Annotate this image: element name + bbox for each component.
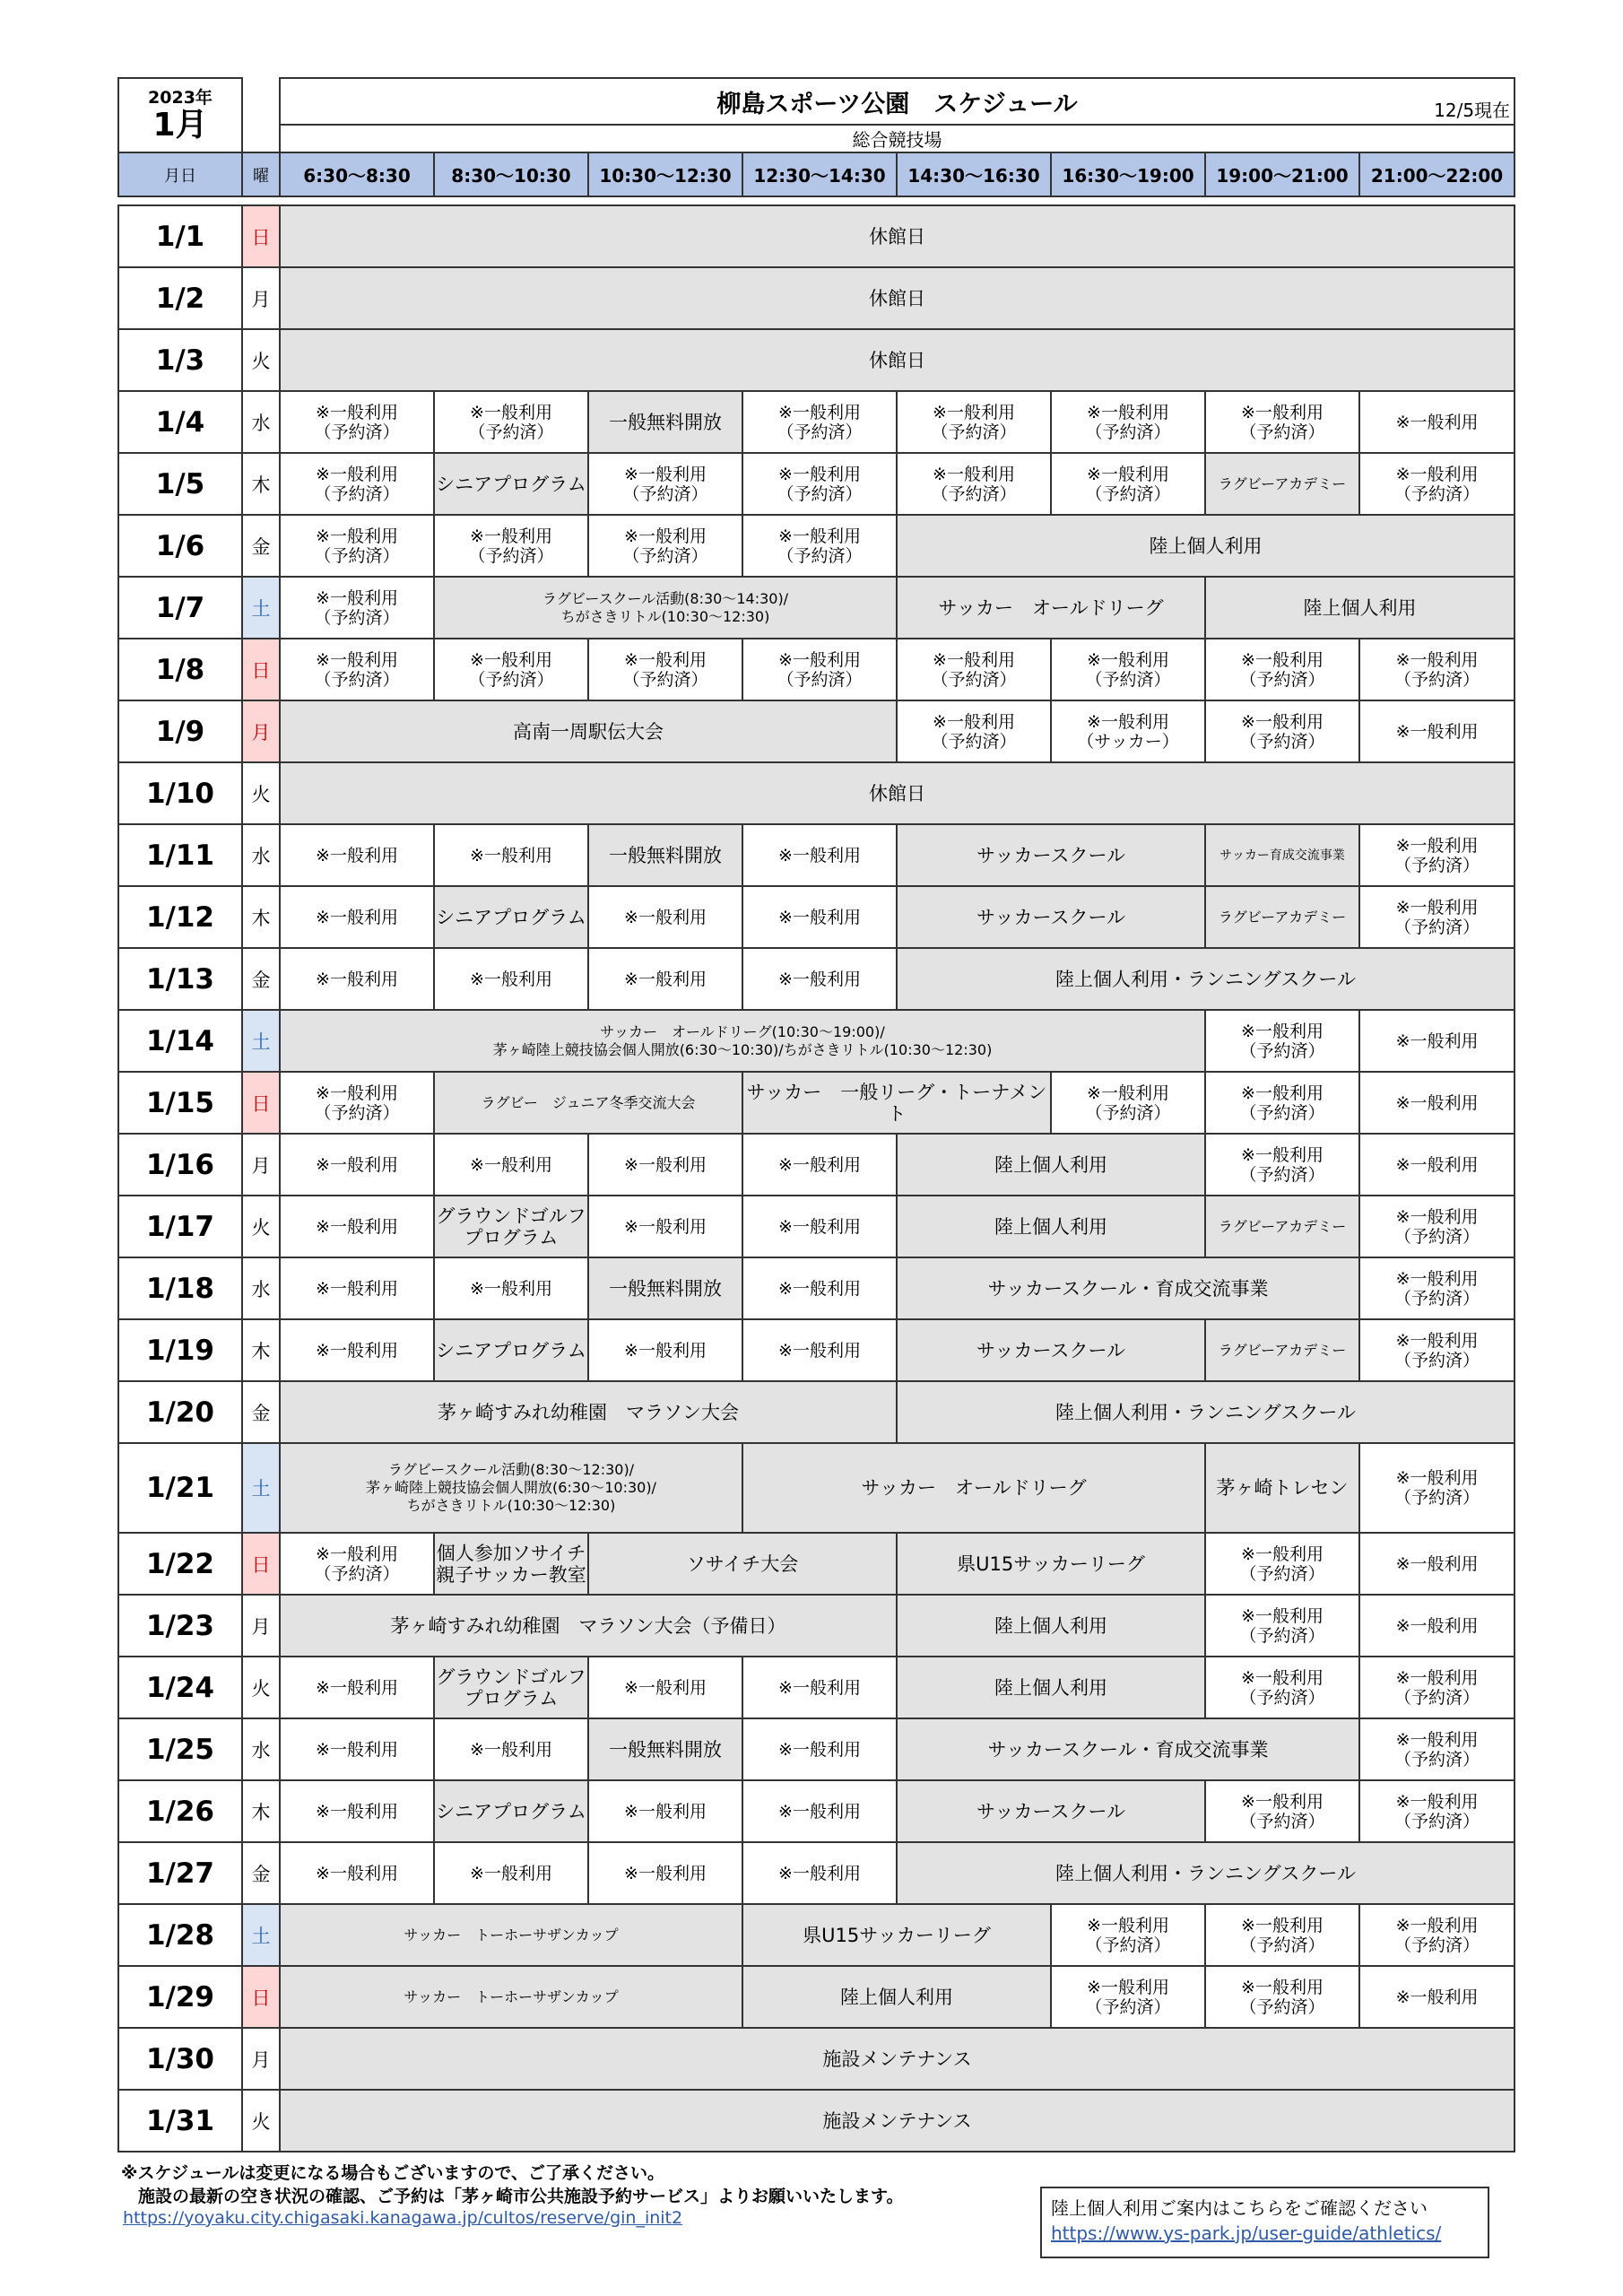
schedule-row	[118, 1196, 1515, 1257]
schedule-cell: サッカー トーホーサザンカップ	[280, 1904, 742, 1966]
row-day-of-week: 火	[242, 2090, 280, 2152]
schedule-row	[118, 2090, 1515, 2152]
column-header-slot: 8:30～10:30	[434, 152, 588, 196]
schedule-cell: ※一般利用	[588, 886, 742, 948]
schedule-cell: 陸上個人利用	[897, 1595, 1205, 1657]
row-day-of-week: 月	[242, 700, 280, 762]
schedule-cell: ※一般利用 （予約済）	[588, 515, 742, 577]
schedule-cell: 一般無料開放	[588, 1257, 742, 1319]
row-date: 1/11	[118, 824, 242, 886]
schedule-cell: ※一般利用 （予約済）	[1205, 1966, 1359, 2028]
schedule-row	[118, 1904, 1515, 1966]
row-date: 1/7	[118, 577, 242, 639]
schedule-cell: ※一般利用 （予約済）	[1359, 886, 1515, 948]
schedule-row	[118, 1657, 1515, 1718]
schedule-cell: ※一般利用	[280, 1718, 434, 1780]
schedule-row	[118, 886, 1515, 948]
row-day-of-week: 日	[242, 205, 280, 267]
schedule-row	[118, 1718, 1515, 1780]
row-day-of-week: 金	[242, 948, 280, 1010]
schedule-cell: ※一般利用	[280, 1196, 434, 1257]
row-day-of-week: 木	[242, 453, 280, 515]
row-day-of-week: 日	[242, 1966, 280, 2028]
row-date: 1/12	[118, 886, 242, 948]
schedule-cell: 陸上個人利用	[742, 1966, 1051, 2028]
schedule-cell: 陸上個人利用	[897, 1134, 1205, 1196]
column-header-slot: 16:30～19:00	[1051, 152, 1205, 196]
schedule-cell: ※一般利用	[588, 1657, 742, 1718]
row-date: 1/28	[118, 1904, 242, 1966]
row-day-of-week: 土	[242, 1904, 280, 1966]
schedule-cell: ※一般利用	[434, 1134, 588, 1196]
schedule-cell: ※一般利用	[434, 824, 588, 886]
schedule-cell: 陸上個人利用	[897, 1196, 1205, 1257]
schedule-row	[118, 1966, 1515, 2028]
schedule-cell: 一般無料開放	[588, 391, 742, 453]
schedule-cell: ※一般利用	[280, 1319, 434, 1381]
schedule-cell: 茅ヶ崎すみれ幼稚園 マラソン大会	[280, 1381, 897, 1443]
row-day-of-week: 木	[242, 1780, 280, 1842]
schedule-cell: 陸上個人利用	[897, 515, 1515, 577]
schedule-cell: 休館日	[280, 762, 1515, 824]
schedule-cell: ※一般利用 （予約済）	[1359, 1657, 1515, 1718]
schedule-cell: ※一般利用	[742, 1257, 897, 1319]
row-day-of-week: 土	[242, 1443, 280, 1533]
schedule-cell: ※一般利用 （予約済）	[280, 1533, 434, 1595]
schedule-cell: ※一般利用	[742, 948, 897, 1010]
row-day-of-week: 水	[242, 391, 280, 453]
row-day-of-week: 水	[242, 1718, 280, 1780]
schedule-row	[118, 1134, 1515, 1196]
schedule-cell: ※一般利用 （予約済）	[1359, 1443, 1515, 1533]
schedule-cell: ※一般利用	[742, 1657, 897, 1718]
schedule-cell: ※一般利用 （予約済）	[280, 515, 434, 577]
schedule-cell: ラグビースクール活動(8:30～12:30)/ 茅ヶ崎陸上競技協会個人開放(6:30～10:30)/ ちがさきリトル(10:30～12:30)	[280, 1443, 742, 1533]
schedule-cell: ※一般利用 （予約済）	[897, 639, 1051, 700]
schedule-cell: ※一般利用	[588, 1134, 742, 1196]
schedule-cell: ※一般利用	[742, 1842, 897, 1904]
schedule-cell: 茅ヶ崎すみれ幼稚園 マラソン大会（予備日）	[280, 1595, 897, 1657]
schedule-cell: サッカースクール	[897, 886, 1205, 948]
schedule-cell: 陸上個人利用・ランニングスクール	[897, 1842, 1515, 1904]
schedule-cell: ※一般利用 （予約済）	[280, 391, 434, 453]
schedule-cell: ※一般利用 （予約済）	[280, 639, 434, 700]
schedule-row	[118, 639, 1515, 700]
schedule-cell: サッカースクール	[897, 1319, 1205, 1381]
schedule-cell: ※一般利用 （予約済）	[897, 453, 1051, 515]
schedule-cell: ※一般利用 （予約済）	[1205, 1904, 1359, 1966]
schedule-cell: ※一般利用 （予約済）	[1205, 700, 1359, 762]
schedule-cell: ※一般利用 （予約済）	[280, 577, 434, 639]
column-header-slot: 6:30～8:30	[280, 152, 434, 196]
row-date: 1/20	[118, 1381, 242, 1443]
schedule-cell: サッカースクール・育成交流事業	[897, 1257, 1359, 1319]
schedule-row	[118, 205, 1515, 267]
schedule-cell: ※一般利用 （予約済）	[1051, 639, 1205, 700]
schedule-row	[118, 577, 1515, 639]
schedule-cell: ※一般利用	[742, 1780, 897, 1842]
schedule-cell: ※一般利用 （予約済）	[742, 391, 897, 453]
schedule-cell: ※一般利用 （予約済）	[1051, 1904, 1205, 1966]
schedule-cell: ※一般利用	[588, 1780, 742, 1842]
row-date: 1/15	[118, 1072, 242, 1134]
schedule-cell: サッカー オールドリーグ	[742, 1443, 1205, 1533]
schedule-cell: ※一般利用	[742, 1196, 897, 1257]
schedule-sheet	[117, 77, 1514, 2152]
schedule-cell: サッカー オールドリーグ	[897, 577, 1205, 639]
schedule-cell: ※一般利用 （予約済）	[742, 515, 897, 577]
schedule-row	[118, 1072, 1515, 1134]
schedule-cell: サッカー育成交流事業	[1205, 824, 1359, 886]
row-date: 1/30	[118, 2028, 242, 2090]
schedule-cell: 一般無料開放	[588, 824, 742, 886]
schedule-cell: ※一般利用	[742, 886, 897, 948]
schedule-cell: 休館日	[280, 205, 1515, 267]
schedule-row	[118, 1842, 1515, 1904]
reservation-link[interactable]: https://yoyaku.city.chigasaki.kanagawa.jp/cultos/reserve/gin_init2	[123, 2208, 683, 2228]
row-date: 1/13	[118, 948, 242, 1010]
schedule-row	[118, 1780, 1515, 1842]
schedule-row	[118, 453, 1515, 515]
row-day-of-week: 月	[242, 267, 280, 329]
row-day-of-week: 金	[242, 515, 280, 577]
page-title: 柳島スポーツ公園 スケジュール	[716, 90, 1078, 118]
schedule-row	[118, 1595, 1515, 1657]
schedule-cell: ※一般利用	[434, 1842, 588, 1904]
schedule-cell: ※一般利用 （予約済）	[1205, 1595, 1359, 1657]
schedule-cell: ※一般利用	[280, 1657, 434, 1718]
schedule-cell: ※一般利用 （サッカー）	[1051, 700, 1205, 762]
schedule-cell: ラグビーアカデミー	[1205, 1319, 1359, 1381]
column-header-slot: 19:00～21:00	[1205, 152, 1359, 196]
schedule-cell: ※一般利用 （予約済）	[742, 639, 897, 700]
row-day-of-week: 木	[242, 1319, 280, 1381]
schedule-cell: ※一般利用 （予約済）	[897, 391, 1051, 453]
row-date: 1/29	[118, 1966, 242, 2028]
schedule-cell: ※一般利用 （予約済）	[1359, 639, 1515, 700]
schedule-cell: ※一般利用	[742, 1718, 897, 1780]
schedule-cell: ※一般利用	[280, 948, 434, 1010]
year-month-cell	[118, 78, 242, 152]
schedule-cell: ※一般利用 （予約済）	[1051, 1966, 1205, 2028]
schedule-cell: 休館日	[280, 267, 1515, 329]
schedule-cell: サッカースクール・育成交流事業	[897, 1718, 1359, 1780]
schedule-cell: ※一般利用 （予約済）	[588, 453, 742, 515]
schedule-cell: 陸上個人利用・ランニングスクール	[897, 1381, 1515, 1443]
schedule-cell: ※一般利用	[588, 1196, 742, 1257]
row-day-of-week: 日	[242, 1072, 280, 1134]
athletics-info-text: 陸上個人利用ご案内はこちらをご確認ください	[1051, 2197, 1428, 2219]
schedule-row	[118, 329, 1515, 391]
row-day-of-week: 土	[242, 1010, 280, 1072]
schedule-cell: 県U15サッカーリーグ	[897, 1533, 1205, 1595]
schedule-cell: シニアプログラム	[434, 1780, 588, 1842]
schedule-cell: 陸上個人利用・ランニングスクール	[897, 948, 1515, 1010]
schedule-cell: ※一般利用	[1359, 1134, 1515, 1196]
schedule-cell: ※一般利用 （予約済）	[1359, 1904, 1515, 1966]
schedule-cell: ※一般利用	[280, 886, 434, 948]
row-day-of-week: 月	[242, 1134, 280, 1196]
schedule-cell: ラグビーアカデミー	[1205, 453, 1359, 515]
venue-label: 総合競技場	[280, 125, 1515, 152]
schedule-cell: ※一般利用 （予約済）	[1205, 1010, 1359, 1072]
schedule-row	[118, 824, 1515, 886]
schedule-row	[118, 1443, 1515, 1533]
schedule-cell: 施設メンテナンス	[280, 2090, 1515, 2152]
row-date: 1/6	[118, 515, 242, 577]
schedule-cell: 施設メンテナンス	[280, 2028, 1515, 2090]
schedule-cell: ※一般利用 （予約済）	[1205, 1657, 1359, 1718]
schedule-cell: ※一般利用 （予約済）	[1205, 1134, 1359, 1196]
schedule-cell: ※一般利用 （予約済）	[742, 453, 897, 515]
row-day-of-week: 土	[242, 577, 280, 639]
schedule-cell: ※一般利用	[280, 1134, 434, 1196]
schedule-cell: 陸上個人利用	[897, 1657, 1205, 1718]
row-date: 1/31	[118, 2090, 242, 2152]
row-date: 1/18	[118, 1257, 242, 1319]
schedule-cell: グラウンドゴルフ プログラム	[434, 1657, 588, 1718]
row-date: 1/3	[118, 329, 242, 391]
schedule-cell: ※一般利用	[434, 948, 588, 1010]
schedule-cell: 県U15サッカーリーグ	[742, 1904, 1051, 1966]
as-of-date: 12/5現在	[1434, 100, 1511, 121]
schedule-row	[118, 1010, 1515, 1072]
schedule-cell: ※一般利用	[280, 1842, 434, 1904]
title-cell	[280, 78, 1515, 125]
row-day-of-week: 火	[242, 329, 280, 391]
athletics-info-link[interactable]: https://www.ys-park.jp/user-guide/athletics/	[1051, 2222, 1442, 2244]
schedule-cell: ※一般利用 （予約済）	[897, 700, 1051, 762]
schedule-cell: ※一般利用	[280, 1780, 434, 1842]
row-day-of-week: 火	[242, 762, 280, 824]
schedule-cell: サッカー トーホーサザンカップ	[280, 1966, 742, 2028]
row-date: 1/2	[118, 267, 242, 329]
schedule-cell: ※一般利用 （予約済）	[1051, 453, 1205, 515]
schedule-cell: ※一般利用 （予約済）	[280, 1072, 434, 1134]
row-date: 1/17	[118, 1196, 242, 1257]
schedule-cell: ※一般利用 （予約済）	[1051, 1072, 1205, 1134]
row-date: 1/27	[118, 1842, 242, 1904]
schedule-cell: ※一般利用	[1359, 1010, 1515, 1072]
schedule-table	[117, 77, 1515, 2152]
schedule-cell: 個人参加ソサイチ 親子サッカー教室	[434, 1533, 588, 1595]
schedule-row	[118, 515, 1515, 577]
schedule-cell: ラグビーアカデミー	[1205, 886, 1359, 948]
schedule-cell: ※一般利用 （予約済）	[434, 391, 588, 453]
schedule-cell: 茅ヶ崎トレセン	[1205, 1443, 1359, 1533]
schedule-cell: ※一般利用	[434, 1718, 588, 1780]
schedule-row	[118, 1381, 1515, 1443]
row-date: 1/23	[118, 1595, 242, 1657]
schedule-cell: 高南一周駅伝大会	[280, 700, 897, 762]
schedule-cell: ※一般利用 （予約済）	[1205, 1072, 1359, 1134]
schedule-cell: ※一般利用	[280, 824, 434, 886]
column-header-dow: 曜	[242, 152, 280, 196]
schedule-cell: ※一般利用	[1359, 700, 1515, 762]
schedule-row	[118, 700, 1515, 762]
row-date: 1/8	[118, 639, 242, 700]
schedule-cell: ※一般利用 （予約済）	[280, 453, 434, 515]
row-date: 1/14	[118, 1010, 242, 1072]
schedule-cell: ※一般利用 （予約済）	[1205, 1533, 1359, 1595]
schedule-cell: ラグビー ジュニア冬季交流大会	[434, 1072, 742, 1134]
row-day-of-week: 日	[242, 1533, 280, 1595]
schedule-cell: ※一般利用	[742, 1319, 897, 1381]
schedule-cell: ※一般利用 （予約済）	[1359, 1718, 1515, 1780]
row-day-of-week: 月	[242, 2028, 280, 2090]
row-date: 1/25	[118, 1718, 242, 1780]
schedule-row	[118, 1533, 1515, 1595]
row-day-of-week: 金	[242, 1381, 280, 1443]
schedule-cell: シニアプログラム	[434, 453, 588, 515]
schedule-cell: 休館日	[280, 329, 1515, 391]
schedule-cell: ※一般利用	[280, 1257, 434, 1319]
column-header-date: 月日	[118, 152, 242, 196]
schedule-cell: ※一般利用	[1359, 1966, 1515, 2028]
schedule-cell: ※一般利用	[434, 1257, 588, 1319]
schedule-cell: ※一般利用	[588, 1319, 742, 1381]
row-date: 1/16	[118, 1134, 242, 1196]
row-date: 1/10	[118, 762, 242, 824]
schedule-cell: サッカー オールドリーグ(10:30～19:00)/ 茅ヶ崎陸上競技協会個人開放(6:30～10:30)/ちがさきリトル(10:30～12:30)	[280, 1010, 1205, 1072]
row-date: 1/24	[118, 1657, 242, 1718]
schedule-row	[118, 267, 1515, 329]
schedule-cell: ソサイチ大会	[588, 1533, 897, 1595]
footer-note-1: ※スケジュールは変更になる場合もございますので、ご了承ください。	[121, 2163, 664, 2183]
schedule-cell: サッカースクール	[897, 1780, 1205, 1842]
schedule-row	[118, 1319, 1515, 1381]
schedule-cell: ※一般利用	[1359, 391, 1515, 453]
row-day-of-week: 日	[242, 639, 280, 700]
schedule-cell: ラグビースクール活動(8:30～14:30)/ ちがさきリトル(10:30～12:30)	[434, 577, 897, 639]
schedule-cell: ※一般利用 （予約済）	[434, 639, 588, 700]
row-day-of-week: 水	[242, 824, 280, 886]
schedule-cell: グラウンドゴルフ プログラム	[434, 1196, 588, 1257]
schedule-cell: ※一般利用 （予約済）	[588, 639, 742, 700]
row-day-of-week: 木	[242, 886, 280, 948]
schedule-cell: ※一般利用 （予約済）	[1205, 1780, 1359, 1842]
footer-note-2: 施設の最新の空き状況の確認、ご予約は「茅ヶ崎市公共施設予約サービス」よりお願いいたします。	[121, 2187, 904, 2206]
schedule-row	[118, 948, 1515, 1010]
schedule-cell: ラグビーアカデミー	[1205, 1196, 1359, 1257]
row-date: 1/1	[118, 205, 242, 267]
schedule-cell: ※一般利用 （予約済）	[1359, 1257, 1515, 1319]
schedule-cell: ※一般利用 （予約済）	[1205, 391, 1359, 453]
row-date: 1/26	[118, 1780, 242, 1842]
schedule-cell: ※一般利用	[742, 824, 897, 886]
schedule-cell: ※一般利用 （予約済）	[1359, 824, 1515, 886]
schedule-cell: シニアプログラム	[434, 886, 588, 948]
schedule-cell: ※一般利用 （予約済）	[434, 515, 588, 577]
row-date: 1/22	[118, 1533, 242, 1595]
schedule-cell: ※一般利用 （予約済）	[1359, 1319, 1515, 1381]
schedule-cell: サッカー 一般リーグ・トーナメント	[742, 1072, 1051, 1134]
row-day-of-week: 月	[242, 1595, 280, 1657]
schedule-cell: シニアプログラム	[434, 1319, 588, 1381]
column-header-slot: 14:30～16:30	[897, 152, 1051, 196]
row-day-of-week: 火	[242, 1657, 280, 1718]
schedule-cell: ※一般利用	[742, 1134, 897, 1196]
schedule-cell: ※一般利用 （予約済）	[1359, 453, 1515, 515]
month-label: 1月	[152, 106, 208, 144]
schedule-cell: サッカースクール	[897, 824, 1205, 886]
schedule-cell: ※一般利用	[588, 1842, 742, 1904]
column-header-slot: 10:30～12:30	[588, 152, 742, 196]
schedule-cell: ※一般利用 （予約済）	[1359, 1780, 1515, 1842]
row-day-of-week: 水	[242, 1257, 280, 1319]
year-label: 2023年	[148, 87, 213, 108]
row-date: 1/19	[118, 1319, 242, 1381]
row-date: 1/5	[118, 453, 242, 515]
schedule-cell: 陸上個人利用	[1205, 577, 1515, 639]
schedule-cell: ※一般利用	[1359, 1595, 1515, 1657]
row-day-of-week: 火	[242, 1196, 280, 1257]
schedule-cell: ※一般利用 （予約済）	[1051, 391, 1205, 453]
row-date: 1/21	[118, 1443, 242, 1533]
schedule-row	[118, 2028, 1515, 2090]
schedule-row	[118, 1257, 1515, 1319]
column-header-slot: 21:00～22:00	[1359, 152, 1515, 196]
schedule-cell: ※一般利用	[1359, 1533, 1515, 1595]
schedule-cell: ※一般利用 （予約済）	[1359, 1196, 1515, 1257]
schedule-cell: ※一般利用	[1359, 1072, 1515, 1134]
schedule-row	[118, 762, 1515, 824]
schedule-cell: 一般無料開放	[588, 1718, 742, 1780]
row-day-of-week: 金	[242, 1842, 280, 1904]
athletics-info-box	[1040, 2187, 1489, 2258]
schedule-cell: ※一般利用	[588, 948, 742, 1010]
row-date: 1/9	[118, 700, 242, 762]
row-date: 1/4	[118, 391, 242, 453]
schedule-row	[118, 391, 1515, 453]
column-header-slot: 12:30～14:30	[742, 152, 897, 196]
schedule-cell: ※一般利用 （予約済）	[1205, 639, 1359, 700]
